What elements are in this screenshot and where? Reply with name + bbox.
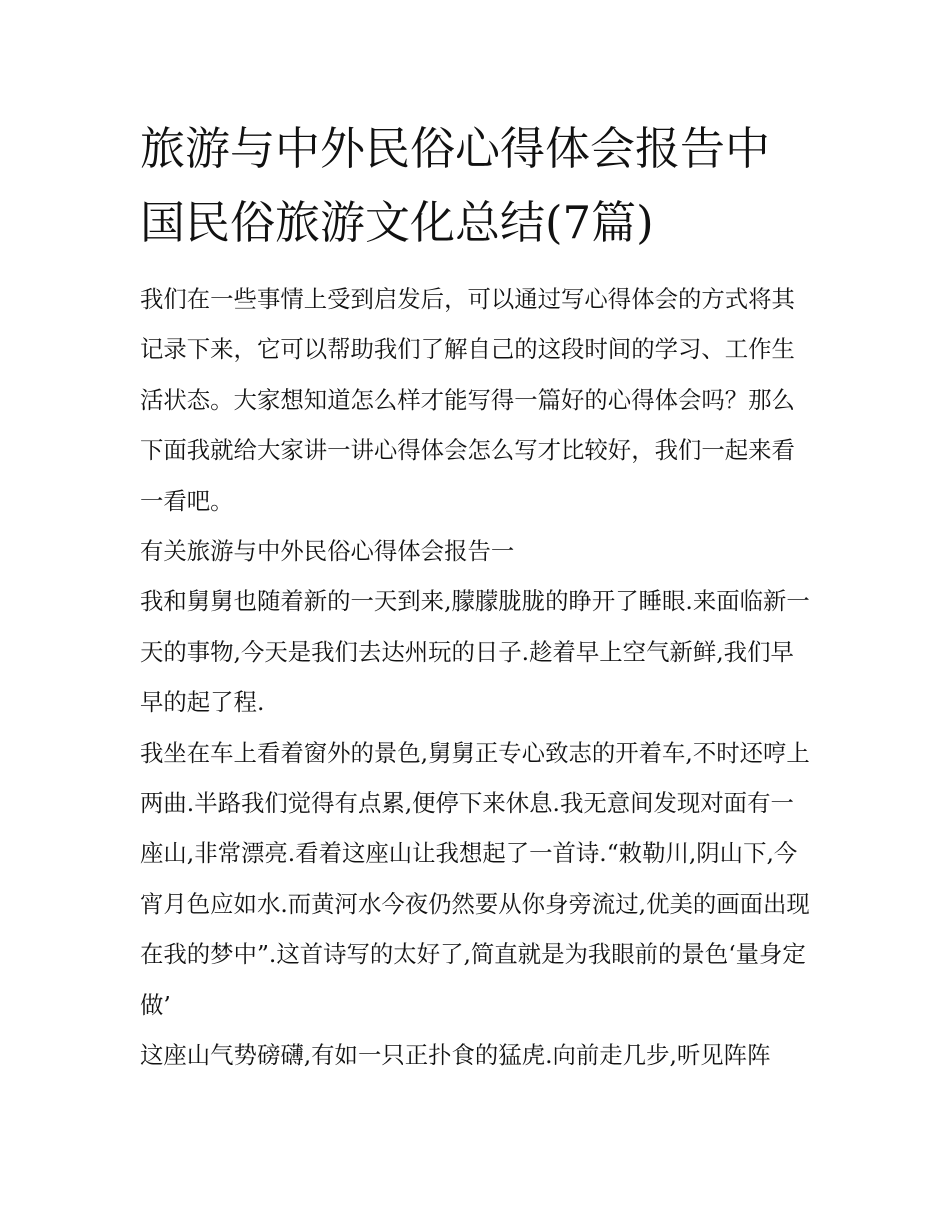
section-heading: 有关旅游与中外民俗心得体会报告一 [140, 537, 515, 566]
body-paragraph: 我和舅舅也随着新的一天到来,朦朦胧胧的睁开了睡眼.来面临新一天的事物,今天是我们去达州玩的日子.趁着早上空气新鲜,我们早早的起了程. [140, 587, 810, 717]
document-page [140, 112, 812, 1081]
body-paragraph: 这座山气势磅礴,有如一只正扑食的猛虎.向前走几步,听见阵阵 [140, 1041, 771, 1070]
document-title: 旅游与中外民俗心得体会报告中国民俗旅游文化总结(7篇) [140, 122, 771, 249]
intro-paragraph: 我们在一些事情上受到启发后，可以通过写心得体会的方式将其记录下来，它可以帮助我们了解自己的这段时间的学习、工作生活状态。大家想知道怎么样才能写得一篇好的心得体会吗？那么下面我就给大家讲一讲心得体会怎么写才比较好，我们一起来看一看吧。 [140, 285, 795, 515]
body-paragraph: 我坐在车上看着窗外的景色,舅舅正专心致志的开着车,不时还哼上两曲.半路我们觉得有点累,便停下来休息.我无意间发现对面有一座山,非常漂亮.看着这座山让我想起了一首诗.“敕勒川,阴山下,今宵月色应如水.而黄河水今夜仍然要从你身旁流过,优美的画面出现在我的梦中”.这首诗写的太好了,简直就是为我眼前的景色‘量身定做’ [140, 738, 810, 1019]
